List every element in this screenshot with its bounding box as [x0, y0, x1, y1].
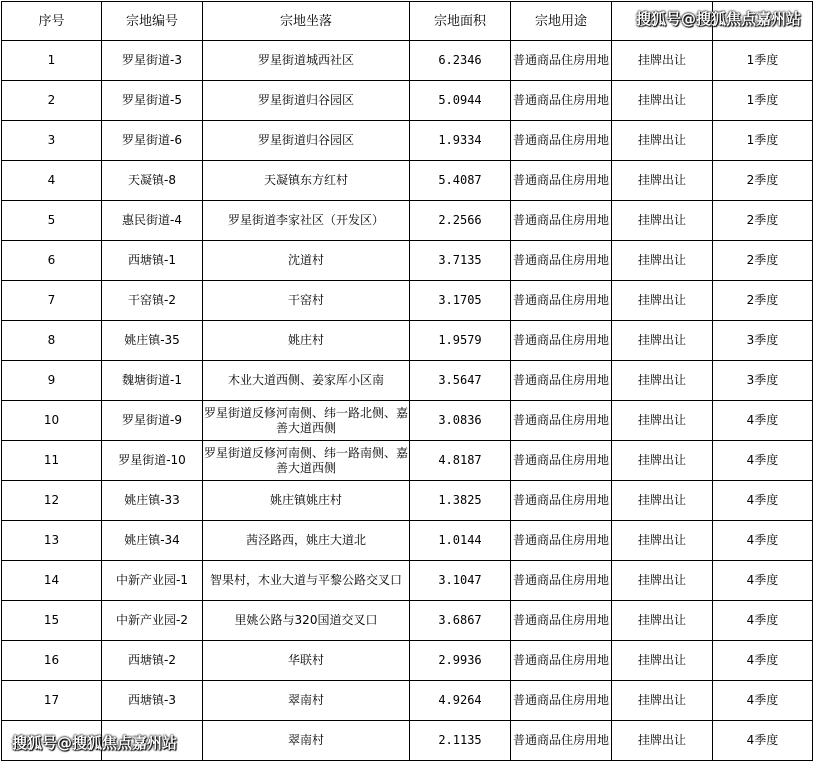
cell-use: 普通商品住房用地	[511, 121, 612, 161]
cell-method: 挂牌出让	[612, 241, 713, 281]
cell-quarter: 4季度	[713, 521, 813, 561]
cell-code: 西塘镇-3	[102, 681, 203, 721]
table-row	[2, 361, 813, 401]
cell-method: 挂牌出让	[612, 281, 713, 321]
cell-method: 挂牌出让	[612, 41, 713, 81]
cell-location: 罗星街道李家社区（开发区）	[203, 201, 410, 241]
cell-area: 1.9334	[410, 121, 511, 161]
cell-use: 普通商品住房用地	[511, 321, 612, 361]
cell-no: 1	[2, 41, 102, 81]
cell-method: 挂牌出让	[612, 521, 713, 561]
cell-method: 挂牌出让	[612, 361, 713, 401]
cell-location: 翠南村	[203, 681, 410, 721]
cell-code: 罗星街道-3	[102, 41, 203, 81]
table-row	[2, 481, 813, 521]
cell-quarter: 4季度	[713, 601, 813, 641]
cell-no: 2	[2, 81, 102, 121]
cell-area: 1.0144	[410, 521, 511, 561]
cell-no: 17	[2, 681, 102, 721]
cell-use: 普通商品住房用地	[511, 521, 612, 561]
cell-no: 14	[2, 561, 102, 601]
cell-no: 8	[2, 321, 102, 361]
cell-quarter: 2季度	[713, 281, 813, 321]
cell-area: 3.6867	[410, 601, 511, 641]
cell-use: 普通商品住房用地	[511, 601, 612, 641]
header-code: 宗地编号	[102, 2, 203, 41]
cell-quarter: 1季度	[713, 81, 813, 121]
cell-no: 9	[2, 361, 102, 401]
cell-method: 挂牌出让	[612, 721, 713, 761]
cell-no: 12	[2, 481, 102, 521]
cell-method: 挂牌出让	[612, 681, 713, 721]
cell-method: 挂牌出让	[612, 601, 713, 641]
cell-method: 挂牌出让	[612, 441, 713, 481]
cell-method: 挂牌出让	[612, 121, 713, 161]
cell-quarter: 4季度	[713, 721, 813, 761]
cell-code: 罗星街道-6	[102, 121, 203, 161]
cell-code: 中新产业园-2	[102, 601, 203, 641]
cell-no: 15	[2, 601, 102, 641]
cell-use: 普通商品住房用地	[511, 481, 612, 521]
table-row	[2, 161, 813, 201]
cell-use: 普通商品住房用地	[511, 81, 612, 121]
cell-code: 惠民街道-4	[102, 201, 203, 241]
table-row	[2, 641, 813, 681]
cell-code: 姚庄镇-35	[102, 321, 203, 361]
cell-code: 罗星街道-9	[102, 401, 203, 441]
cell-area: 2.2566	[410, 201, 511, 241]
table-row	[2, 201, 813, 241]
cell-quarter: 2季度	[713, 241, 813, 281]
cell-area: 5.4087	[410, 161, 511, 201]
cell-location: 智果村，木业大道与平黎公路交叉口	[203, 561, 410, 601]
cell-area: 4.8187	[410, 441, 511, 481]
cell-location: 姚庄村	[203, 321, 410, 361]
cell-area: 3.1705	[410, 281, 511, 321]
cell-location: 华联村	[203, 641, 410, 681]
cell-area: 5.0944	[410, 81, 511, 121]
cell-method: 挂牌出让	[612, 401, 713, 441]
cell-code: 姚庄镇-33	[102, 481, 203, 521]
cell-method: 挂牌出让	[612, 481, 713, 521]
cell-no: 3	[2, 121, 102, 161]
cell-location: 罗星街道反修河南侧、纬一路南侧、嘉善大道西侧	[203, 441, 410, 481]
cell-area: 6.2346	[410, 41, 511, 81]
cell-no: 5	[2, 201, 102, 241]
header-area: 宗地面积	[410, 2, 511, 41]
cell-area: 4.9264	[410, 681, 511, 721]
header-location: 宗地坐落	[203, 2, 410, 41]
cell-quarter: 4季度	[713, 401, 813, 441]
cell-code: 中新产业园-1	[102, 561, 203, 601]
watermark-top: 搜狐号@搜狐焦点嘉州站	[635, 10, 801, 28]
cell-quarter: 3季度	[713, 321, 813, 361]
cell-use: 普通商品住房用地	[511, 401, 612, 441]
cell-no: 10	[2, 401, 102, 441]
cell-location: 木业大道西侧、姜家厍小区南	[203, 361, 410, 401]
table-row	[2, 401, 813, 441]
table-row	[2, 121, 813, 161]
table-row	[2, 321, 813, 361]
cell-quarter: 4季度	[713, 481, 813, 521]
cell-method: 挂牌出让	[612, 161, 713, 201]
cell-area: 1.9579	[410, 321, 511, 361]
cell-method: 挂牌出让	[612, 321, 713, 361]
table-row	[2, 441, 813, 481]
cell-area: 3.7135	[410, 241, 511, 281]
cell-use: 普通商品住房用地	[511, 161, 612, 201]
cell-no: 11	[2, 441, 102, 481]
header-use: 宗地用途	[511, 2, 612, 41]
cell-code: 西塘镇-1	[102, 241, 203, 281]
cell-no: 6	[2, 241, 102, 281]
cell-location: 罗星街道反修河南侧、纬一路北侧、嘉善大道西侧	[203, 401, 410, 441]
table-row	[2, 681, 813, 721]
table-row	[2, 81, 813, 121]
cell-use: 普通商品住房用地	[511, 681, 612, 721]
cell-no: 7	[2, 281, 102, 321]
cell-no: 13	[2, 521, 102, 561]
cell-no: 4	[2, 161, 102, 201]
cell-code: 姚庄镇-34	[102, 521, 203, 561]
cell-quarter: 4季度	[713, 641, 813, 681]
cell-location: 姚庄镇姚庄村	[203, 481, 410, 521]
cell-method: 挂牌出让	[612, 641, 713, 681]
cell-method: 挂牌出让	[612, 201, 713, 241]
cell-location: 罗星街道城西社区	[203, 41, 410, 81]
cell-code: 西塘镇-2	[102, 641, 203, 681]
table-row	[2, 41, 813, 81]
cell-location: 罗星街道归谷园区	[203, 121, 410, 161]
cell-location: 干窑村	[203, 281, 410, 321]
cell-location: 茜泾路西，姚庄大道北	[203, 521, 410, 561]
cell-use: 普通商品住房用地	[511, 281, 612, 321]
table-row	[2, 281, 813, 321]
cell-code: 天凝镇-8	[102, 161, 203, 201]
cell-area: 3.0836	[410, 401, 511, 441]
cell-area: 2.9936	[410, 641, 511, 681]
cell-code: 罗星街道-10	[102, 441, 203, 481]
cell-use: 普通商品住房用地	[511, 361, 612, 401]
cell-quarter: 2季度	[713, 201, 813, 241]
cell-area: 3.5647	[410, 361, 511, 401]
cell-no: 16	[2, 641, 102, 681]
table-row	[2, 241, 813, 281]
cell-use: 普通商品住房用地	[511, 561, 612, 601]
cell-area: 3.1047	[410, 561, 511, 601]
cell-location: 里姚公路与320国道交叉口	[203, 601, 410, 641]
cell-quarter: 1季度	[713, 41, 813, 81]
land-supply-table	[1, 1, 813, 761]
cell-use: 普通商品住房用地	[511, 641, 612, 681]
cell-location: 沈道村	[203, 241, 410, 281]
cell-use: 普通商品住房用地	[511, 201, 612, 241]
cell-quarter: 2季度	[713, 161, 813, 201]
table-row	[2, 521, 813, 561]
cell-code: 干窑镇-2	[102, 281, 203, 321]
cell-use: 普通商品住房用地	[511, 441, 612, 481]
cell-code: 魏塘街道-1	[102, 361, 203, 401]
cell-location: 天凝镇东方红村	[203, 161, 410, 201]
cell-area: 1.3825	[410, 481, 511, 521]
cell-quarter: 4季度	[713, 561, 813, 601]
cell-quarter: 4季度	[713, 681, 813, 721]
cell-code: 罗星街道-5	[102, 81, 203, 121]
cell-use: 普通商品住房用地	[511, 241, 612, 281]
table-row	[2, 561, 813, 601]
cell-area: 2.1135	[410, 721, 511, 761]
cell-method: 挂牌出让	[612, 561, 713, 601]
cell-location: 翠南村	[203, 721, 410, 761]
cell-use: 普通商品住房用地	[511, 721, 612, 761]
cell-location: 罗星街道归谷园区	[203, 81, 410, 121]
cell-quarter: 4季度	[713, 441, 813, 481]
watermark-bottom: 搜狐号@搜狐焦点嘉州站	[12, 734, 178, 752]
cell-quarter: 3季度	[713, 361, 813, 401]
cell-quarter: 1季度	[713, 121, 813, 161]
cell-method: 挂牌出让	[612, 81, 713, 121]
table-row	[2, 601, 813, 641]
cell-use: 普通商品住房用地	[511, 41, 612, 81]
header-no: 序号	[2, 2, 102, 41]
